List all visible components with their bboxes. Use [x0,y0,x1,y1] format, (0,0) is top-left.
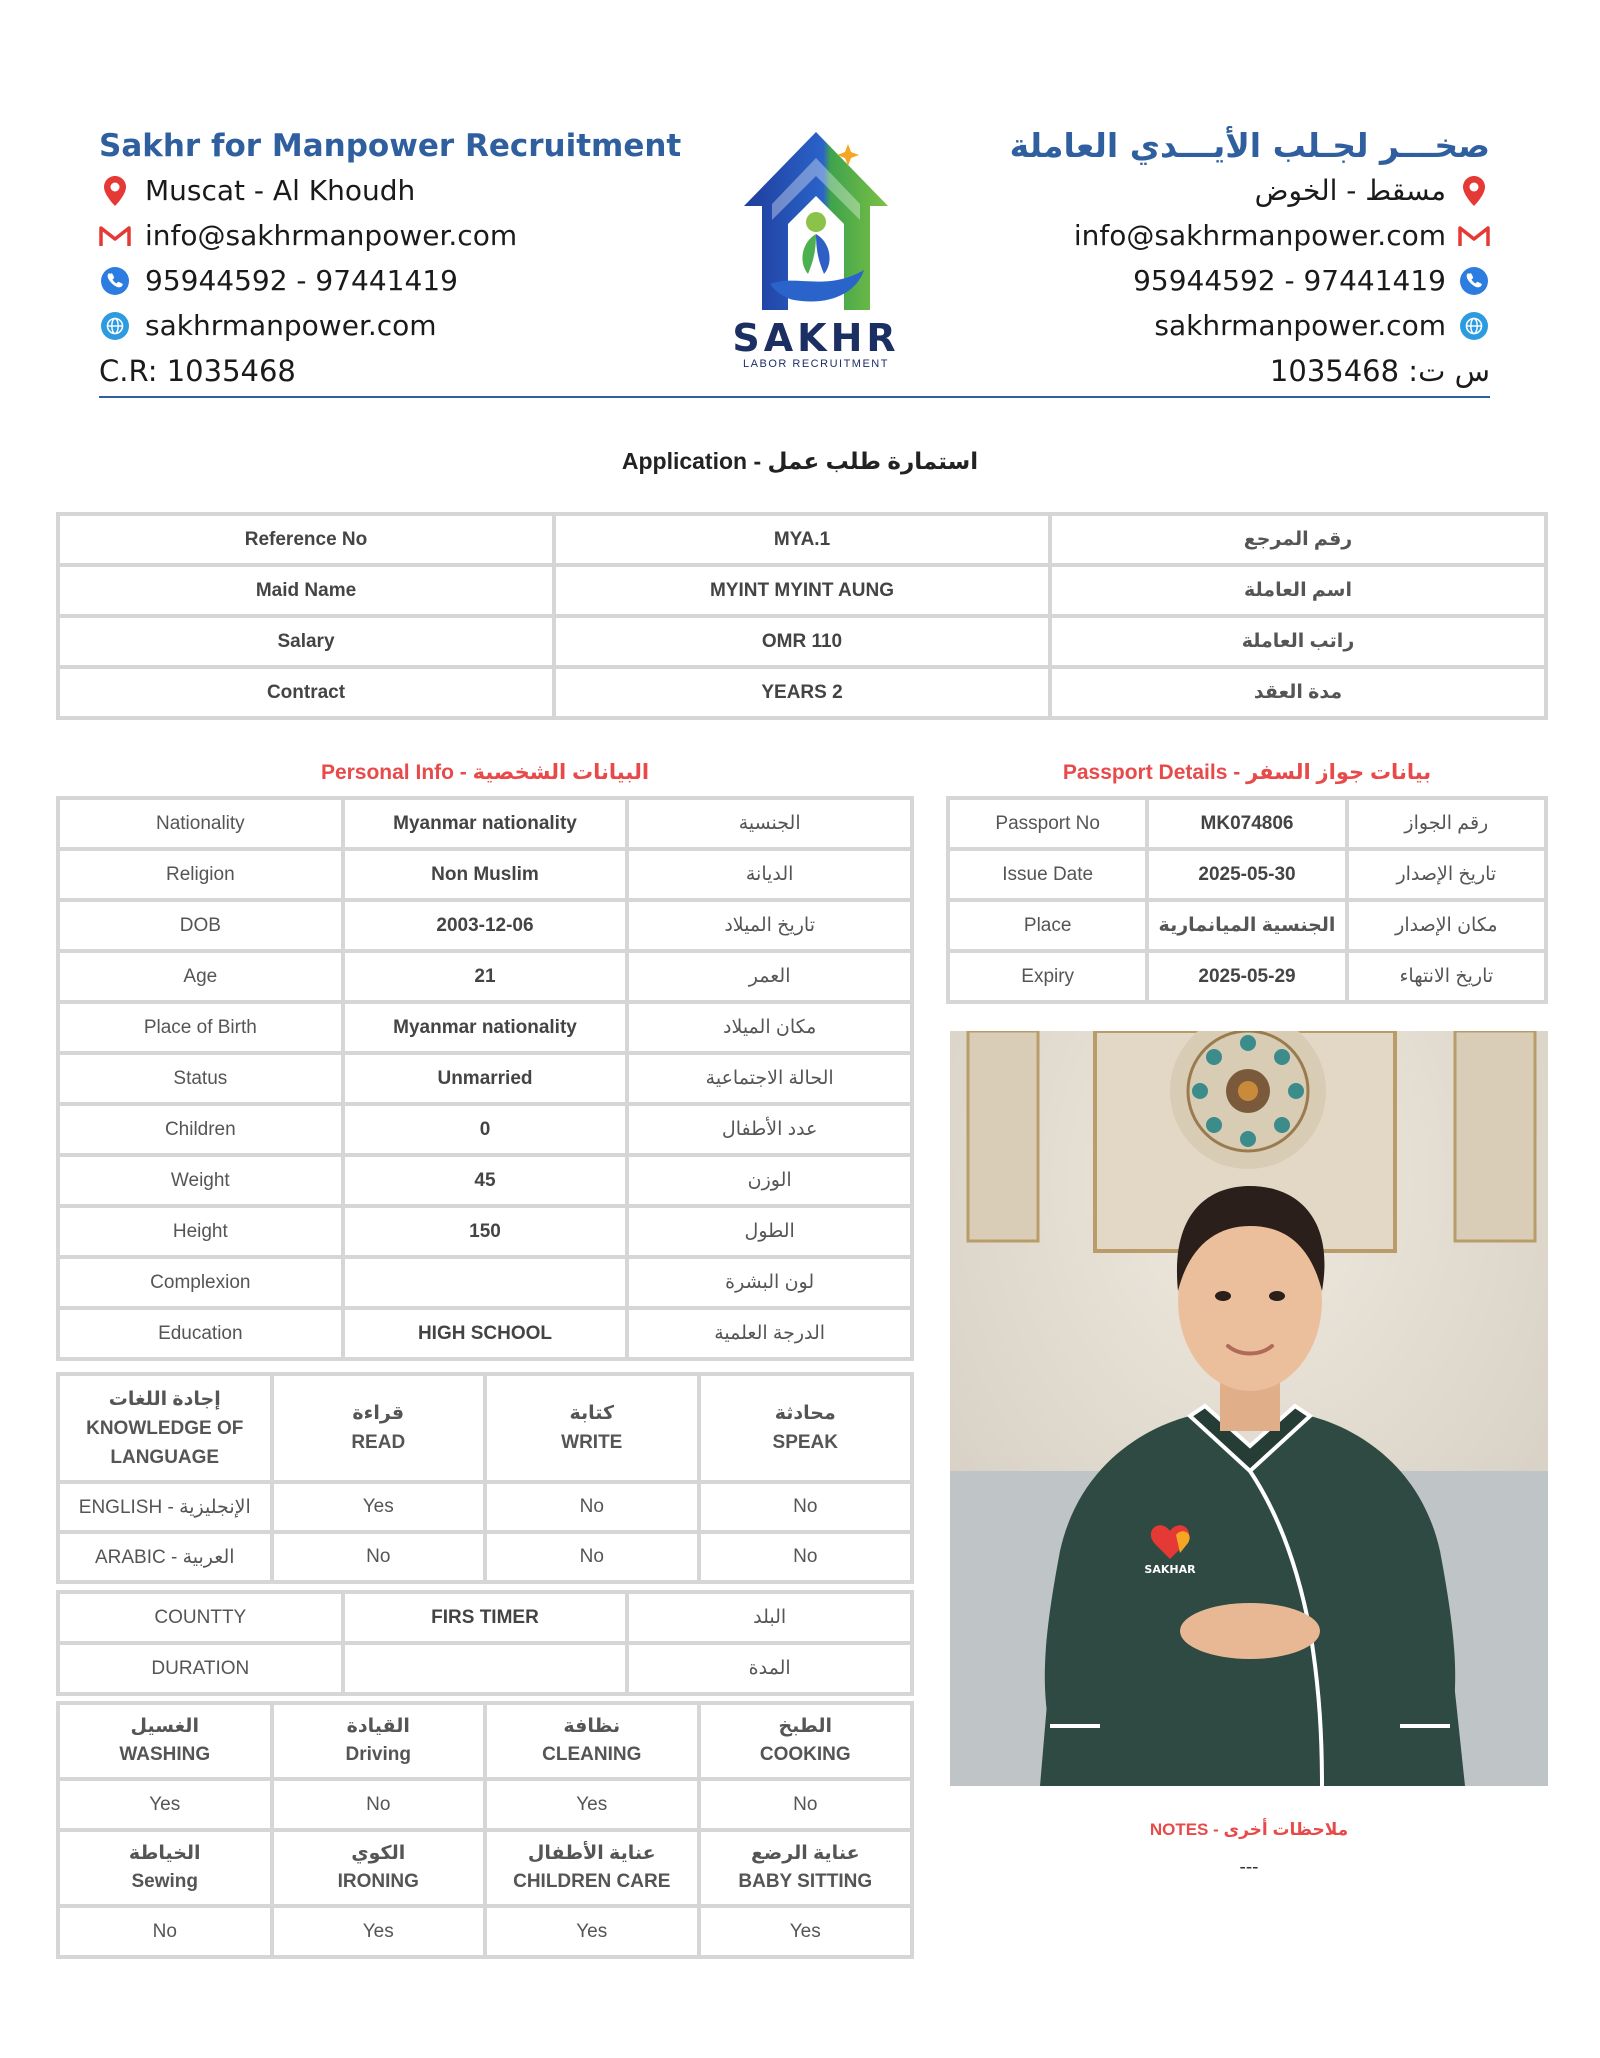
notes-title: NOTES - ملاحظات أخرى [1149,1820,1349,1839]
value: MYA.1 [556,516,1048,563]
skill-en: Driving [345,1744,411,1765]
value: 150 [345,1208,626,1255]
value: 0 [345,1106,626,1153]
value: Non Muslim [345,851,626,898]
label-en: Contract [60,669,552,716]
location-pin-icon [1458,175,1490,207]
label-en: Passport No [950,800,1145,847]
value: MYINT MYINT AUNG [556,567,1048,614]
header-ar: كتابة [569,1403,615,1424]
phone-icon [99,265,131,297]
skill-value: Yes [487,1781,697,1828]
address-line-ar [970,168,1490,213]
label-en: Status [60,1055,341,1102]
sakhr-logo [716,124,916,386]
website-text-ar[interactable]: sakhrmanpower.com [1154,309,1446,342]
table-row [60,1310,910,1357]
skill-ar: الكوي [351,1843,406,1864]
experience-table [56,1590,914,1696]
letterhead [99,124,1490,398]
skill-en: CHILDREN CARE [513,1871,671,1892]
globe-icon [99,310,131,342]
label-en: Age [60,953,341,1000]
skill-header [274,1832,484,1904]
speak-value: No [701,1534,911,1580]
notes-value: --- [1239,1857,1259,1878]
table-row [60,1645,910,1692]
header-ar: محادثة [774,1403,836,1424]
table-row [60,851,910,898]
phone-text[interactable]: 95944592 - 97441419 [145,264,458,297]
table-row [950,851,1544,898]
skill-ar: القيادة [346,1716,410,1737]
label-ar: مكان الميلاد [629,1004,910,1051]
skill-ar: الغسيل [130,1716,199,1737]
label-ar: الدرجة العلمية [629,1310,910,1357]
table-row [60,1106,910,1153]
skill-header [701,1832,911,1904]
letterhead-arabic [970,124,1490,394]
table-row [60,1208,910,1255]
table-row [60,1484,910,1530]
label-ar: الطول [629,1208,910,1255]
passport-details-title: Passport Details - بيانات جواز السفر [1062,761,1432,784]
header-ar: إجادة اللغات [108,1388,221,1410]
column-header [701,1376,911,1480]
table-row [60,1781,910,1828]
phone-line[interactable] [99,258,619,303]
gmail-icon [99,220,131,252]
table-row [60,516,1544,563]
table-row [60,1004,910,1051]
label-en: Weight [60,1157,341,1204]
header-ar: قراءة [352,1403,405,1424]
table-header-row [60,1832,910,1904]
label-en: Education [60,1310,341,1357]
label-en: COUNTTY [60,1594,341,1641]
value: Myanmar nationality [345,800,626,847]
skill-en: Sewing [131,1871,198,1892]
address-text: Muscat - Al Khoudh [145,174,416,207]
write-value: No [487,1484,697,1530]
table-row [60,953,910,1000]
value: Unmarried [345,1055,626,1102]
label-ar: الجنسية [629,800,910,847]
table-row [60,567,1544,614]
value: FIRS TIMER [345,1594,626,1641]
column-header [60,1376,270,1480]
website-text[interactable]: sakhrmanpower.com [145,309,437,342]
label-ar: راتب العاملة [1052,618,1544,665]
email-line-ar[interactable] [970,213,1490,258]
label-ar: مكان الإصدار [1349,902,1544,949]
write-value: No [487,1534,697,1580]
value: 21 [345,953,626,1000]
company-name-ar: صخـــر لجـلب الأيـــدي العاملة [1009,126,1490,165]
value: Myanmar nationality [345,1004,626,1051]
skill-en: COOKING [759,1744,851,1765]
skill-ar: نظافة [563,1716,621,1737]
table-row [60,1908,910,1955]
label-en: Place of Birth [60,1004,341,1051]
globe-icon [1458,310,1490,342]
header-en: KNOWLEDGE OF LANGUAGE [86,1417,244,1468]
website-line[interactable] [99,303,619,348]
label-ar: تاريخ الميلاد [629,902,910,949]
phone-icon [1458,265,1490,297]
label-en: Complexion [60,1259,341,1306]
table-row [950,800,1544,847]
skill-en: WASHING [119,1744,211,1765]
skill-header [487,1705,697,1777]
value: 45 [345,1157,626,1204]
personal-info-table [56,796,914,1361]
value: 2003-12-06 [345,902,626,949]
skill-header [701,1705,911,1777]
table-row [60,1594,910,1641]
label-en: Expiry [950,953,1145,1000]
label-ar: الديانة [629,851,910,898]
label-ar: تاريخ الانتهاء [1349,953,1544,1000]
uniform-badge-text: SAKHAR [1144,1563,1196,1576]
skill-en: CLEANING [542,1744,642,1765]
label-ar: المدة [629,1645,910,1692]
logo-wordmark: SAKHR [732,316,900,360]
email-text[interactable]: info@sakhrmanpower.com [145,219,518,252]
table-row [950,953,1544,1000]
column-header [487,1376,697,1480]
table-row [60,1157,910,1204]
letterhead-english [99,124,682,394]
table-row [60,902,910,949]
value: الجنسية الميانمارية [1149,902,1344,949]
label-en: Reference No [60,516,552,563]
column-header [274,1376,484,1480]
skill-header [487,1832,697,1904]
email-line[interactable] [99,213,619,258]
label-en: Religion [60,851,341,898]
skill-value: No [60,1908,270,1955]
header-en: SPEAK [772,1432,838,1453]
phone-text-ar[interactable]: 95944592 - 97441419 [1133,264,1446,297]
applicant-portrait-illustration [950,1031,1548,1786]
gmail-icon [1458,220,1490,252]
skills-table [56,1701,914,1959]
skill-ar: عناية الأطفال [527,1843,656,1864]
skill-en: BABY SITTING [738,1871,873,1892]
label-ar: رقم المرجع [1052,516,1544,563]
speak-value: No [701,1484,911,1530]
label-ar: البلد [629,1594,910,1641]
label-en: DOB [60,902,341,949]
table-row [60,1259,910,1306]
label-en: Height [60,1208,341,1255]
location-pin-icon [99,175,131,207]
label-ar: تاريخ الإصدار [1349,851,1544,898]
summary-table [56,512,1548,720]
skill-ar: الطبخ [778,1716,833,1737]
table-row [60,800,910,847]
passport-table [946,796,1548,1004]
label-ar: الحالة الاجتماعية [629,1055,910,1102]
skill-value: Yes [701,1908,911,1955]
label-en: Place [950,902,1145,949]
languages-table [56,1372,914,1584]
label-en: DURATION [60,1645,341,1692]
applicant-photo [950,1031,1548,1786]
cr-number: C.R: 1035468 [99,354,296,388]
label-ar: رقم الجواز [1349,800,1544,847]
table-row [60,1055,910,1102]
address-text-ar: مسقط - الخوض [1254,174,1446,207]
read-value: No [274,1534,484,1580]
skill-value: Yes [60,1781,270,1828]
language-name: ENGLISH - الإنجليزية [60,1484,270,1530]
label-ar: اسم العاملة [1052,567,1544,614]
label-ar: الوزن [629,1157,910,1204]
label-en: Issue Date [950,851,1145,898]
address-line [99,168,619,213]
table-header-row [60,1705,910,1777]
label-en: Children [60,1106,341,1153]
header-en: WRITE [561,1432,623,1453]
label-en: Nationality [60,800,341,847]
cr-number-ar: س ت: 1035468 [1269,354,1490,388]
value: HIGH SCHOOL [345,1310,626,1357]
skill-ar: الخياطة [128,1843,201,1864]
value [345,1259,626,1306]
personal-info-title: Personal Info - البيانات الشخصية [320,761,650,784]
skill-value: Yes [274,1908,484,1955]
skill-en: IRONING [337,1871,419,1892]
table-row [60,1534,910,1580]
table-row [950,902,1544,949]
label-ar: عدد الأطفال [629,1106,910,1153]
table-row [60,669,1544,716]
value: OMR 110 [556,618,1048,665]
value: YEARS 2 [556,669,1048,716]
value [345,1645,626,1692]
company-name-en: Sakhr for Manpower Recruitment [99,128,682,164]
value: 2025-05-29 [1149,953,1344,1000]
logo-subtitle: LABOR RECRUITMENT [743,358,889,370]
skill-value: No [274,1781,484,1828]
application-title: Application - استمارة طلب عمل [621,448,979,474]
value: MK074806 [1149,800,1344,847]
website-line-ar[interactable] [970,303,1490,348]
label-ar: مدة العقد [1052,669,1544,716]
header-en: READ [351,1432,406,1453]
skill-value: Yes [487,1908,697,1955]
label-ar: العمر [629,953,910,1000]
value: 2025-05-30 [1149,851,1344,898]
phone-line-ar[interactable] [970,258,1490,303]
table-header-row [60,1376,910,1480]
read-value: Yes [274,1484,484,1530]
skill-ar: عناية الرضع [750,1843,860,1864]
language-name: ARABIC - العربية [60,1534,270,1580]
email-text-ar[interactable]: info@sakhrmanpower.com [1073,219,1446,252]
table-row [60,618,1544,665]
skill-header [60,1705,270,1777]
skill-value: No [701,1781,911,1828]
house-logo-icon [736,124,896,316]
label-en: Maid Name [60,567,552,614]
skill-header [274,1705,484,1777]
skill-header [60,1832,270,1904]
label-ar: لون البشرة [629,1259,910,1306]
label-en: Salary [60,618,552,665]
